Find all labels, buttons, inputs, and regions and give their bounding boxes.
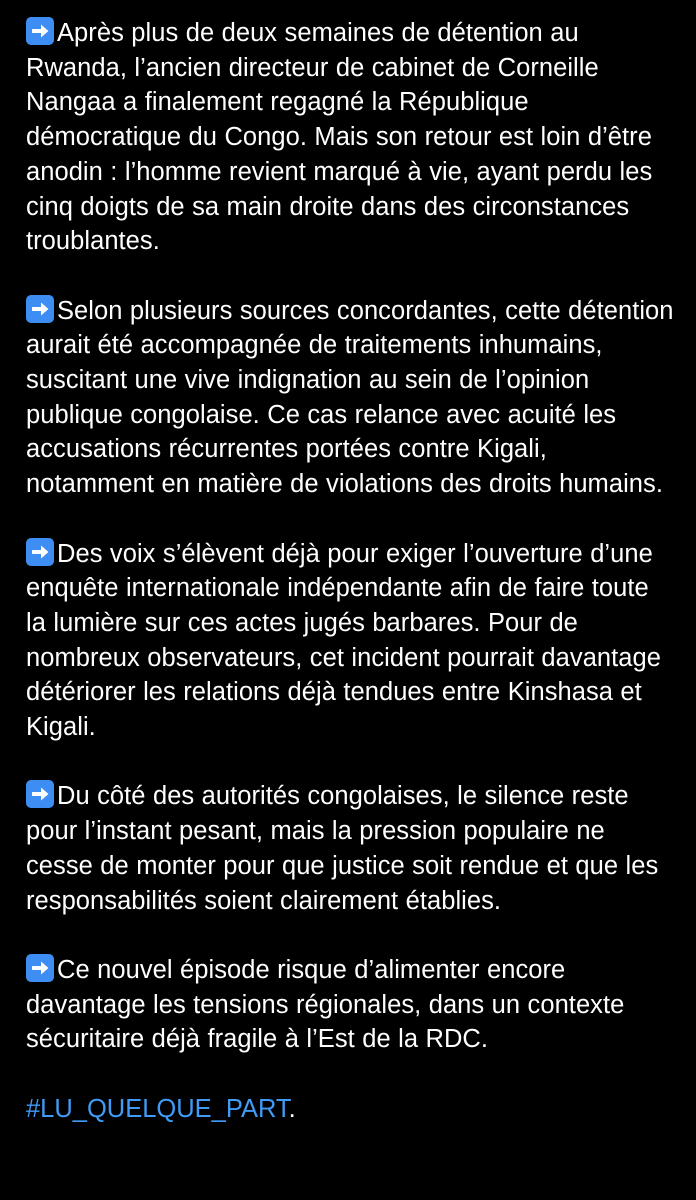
- right-arrow-icon: [26, 954, 54, 982]
- right-arrow-icon: [26, 538, 54, 566]
- paragraph-2: [26, 294, 674, 502]
- hashtag-suffix: .: [288, 1094, 296, 1123]
- paragraph-3: [26, 537, 674, 745]
- paragraph-text: Selon plusieurs sources concordantes, cette détention aurait été accompagnée de traitements inhumains, suscitant une vive indignation au sein de l’opinion publique congolaise. Ce cas relance avec acuité les accusations récurrentes portées contre Kigali, notamment en matière de violations des droits humains.: [26, 296, 674, 499]
- right-arrow-icon: [26, 17, 54, 45]
- paragraph-text: Du côté des autorités congolaises, le silence reste pour l’instant pesant, mais la pression populaire ne cesse de monter pour que justice soit rendue et que les responsabilités soient clairement établies.: [26, 782, 659, 915]
- hashtag-link[interactable]: #LU_QUELQUE_PART: [26, 1094, 289, 1123]
- paragraph-text: Après plus de deux semaines de détention au Rwanda, l’ancien directeur de cabinet de Corneille Nangaa a finalement regagné la République démocratique du Congo. Mais son retour est loin d’être anodin : l’homme revient marqué à vie, ayant perdu les cinq doigts de sa main droite dans des circonstances troublantes.: [26, 19, 653, 256]
- right-arrow-icon: [26, 295, 54, 323]
- paragraph-text: Des voix s’élèvent déjà pour exiger l’ouverture d’une enquête internationale indépendante afin de faire toute la lumière sur ces actes jugés barbares. Pour de nombreux observateurs, cet incident pourrait davantage détériorer les relations déjà tendues entre Kinshasa et Kigali.: [26, 539, 661, 742]
- paragraph-1: [26, 16, 674, 259]
- right-arrow-icon: [26, 780, 54, 808]
- paragraph-text: Ce nouvel épisode risque d’alimenter encore davantage les tensions régionales, dans un contexte sécuritaire déjà fragile à l’Est de la RDC.: [26, 955, 625, 1054]
- paragraph-5: [26, 953, 674, 1057]
- paragraph-4: [26, 779, 674, 918]
- hashtag-line: [26, 1092, 674, 1127]
